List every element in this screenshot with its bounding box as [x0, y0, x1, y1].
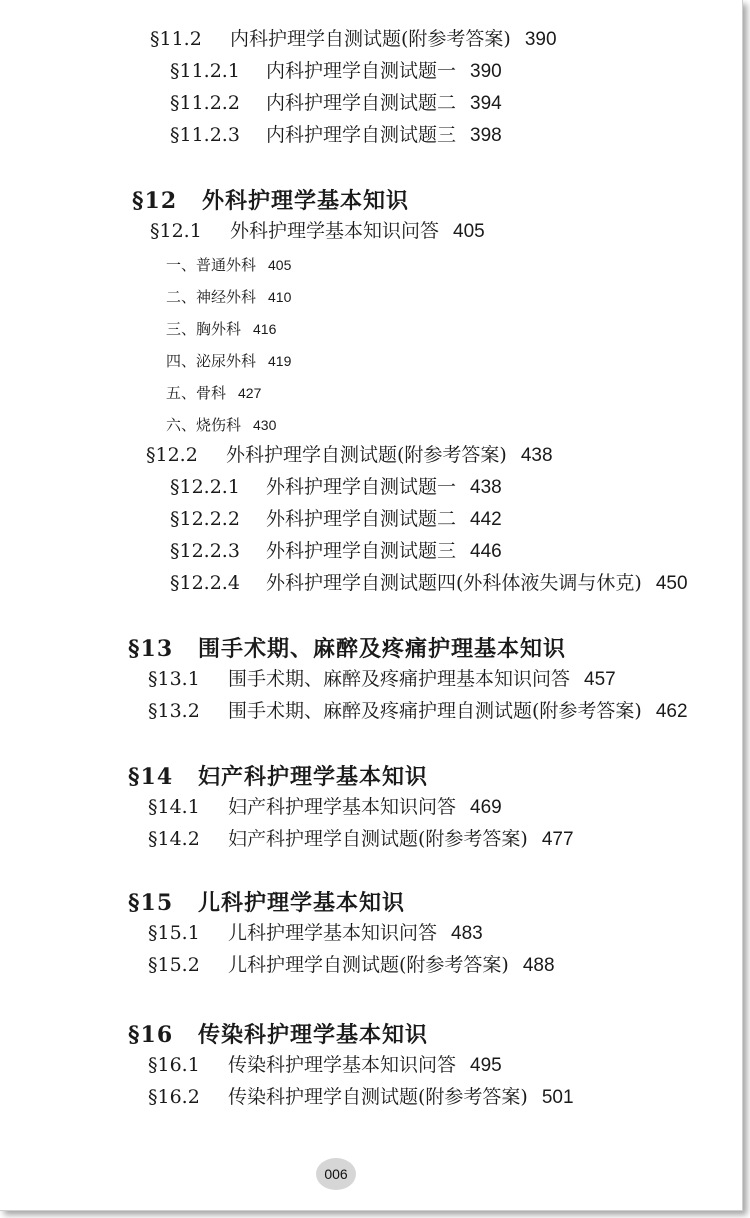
toc-entry-title: 儿科护理学基本知识问答 [228, 922, 438, 944]
toc-entry-title: 外科护理学自测试题一 [266, 476, 457, 498]
toc-entry [166, 382, 261, 403]
toc-entry [166, 414, 276, 435]
toc-chapter-heading [128, 632, 566, 663]
toc-entry [148, 1050, 502, 1077]
toc-chapter-heading [132, 184, 409, 215]
toc-chapter-heading [128, 886, 405, 917]
toc-entry-number: §16.2 [148, 1086, 200, 1108]
toc-entry-number: §14.1 [148, 796, 200, 818]
toc-entry-title: 内科护理学自测试题三 [266, 124, 457, 146]
toc-entry [166, 286, 291, 307]
toc-entry-page: 430 [253, 417, 277, 433]
toc-entry-number: §11.2 [150, 28, 202, 50]
toc-entry-number: §14.2 [148, 828, 200, 850]
toc-entry-number: §12.2.1 [170, 476, 240, 498]
toc-entry-page: 438 [520, 445, 553, 466]
toc-entry [170, 536, 502, 563]
toc-entry-number: §11.2.1 [170, 60, 240, 82]
toc-entry-number: §14 [128, 764, 174, 790]
toc-entry-number: §12.2 [146, 444, 198, 466]
toc-entry-page: 488 [522, 955, 555, 976]
toc-entry-title: 外科护理学自测试题二 [266, 508, 457, 530]
toc-entry-title: 围手术期、麻醉及疼痛护理基本知识 [198, 636, 567, 662]
toc-entry-number: §15 [128, 890, 174, 916]
toc-entry-title: 内科护理学自测试题二 [266, 92, 457, 114]
toc-entry-number: §16.1 [148, 1054, 200, 1076]
toc-entry-number: §13.2 [148, 700, 200, 722]
toc-entry-page: 419 [268, 353, 292, 369]
toc-entry-title: 外科护理学基本知识问答 [230, 220, 440, 242]
toc-entry-title: 四、泌尿外科 [166, 352, 257, 370]
page-number-badge: 006 [316, 1158, 356, 1190]
toc-entry-number: §12.1 [150, 220, 202, 242]
toc-entry-page: 405 [268, 257, 292, 273]
toc-entry [170, 56, 502, 83]
toc-entry-title: 三、胸外科 [166, 320, 242, 338]
toc-entry-number: §11.2.2 [170, 92, 240, 114]
toc-entry-number: §13 [128, 636, 174, 662]
toc-entry-title: 妇产科护理学基本知识 [198, 764, 429, 790]
toc-entry [170, 472, 502, 499]
toc-entry-page: 398 [470, 125, 502, 146]
toc-entry-number: §15.1 [148, 922, 200, 944]
toc-entry-title: 内科护理学自测试题一 [266, 60, 457, 82]
toc-entry-title: 儿科护理学基本知识 [198, 890, 406, 916]
toc-entry [170, 120, 502, 147]
toc-entry-number: §11.2.3 [170, 124, 240, 146]
toc-entry-number: §12.2.3 [170, 540, 240, 562]
toc-entry-number: §12.2.4 [170, 572, 240, 594]
toc-entry-page: 416 [253, 321, 277, 337]
toc-entry-title: 妇产科护理学自测试题(附参考答案) [228, 828, 528, 850]
toc-entry [148, 696, 688, 723]
toc-entry-title: 内科护理学自测试题(附参考答案) [230, 28, 511, 50]
toc-entry-page: 410 [268, 289, 292, 305]
toc-entry-page: 438 [470, 477, 502, 498]
toc-entry-number: §13.1 [148, 668, 200, 690]
toc-entry [150, 24, 557, 51]
toc-entry-page: 477 [541, 829, 574, 850]
toc-entry-title: 围手术期、麻醉及疼痛护理基本知识问答 [228, 668, 571, 690]
toc-entry-page: 390 [524, 29, 557, 50]
toc-entry-page: 390 [470, 61, 502, 82]
toc-entry-page: 483 [451, 923, 483, 944]
toc-chapter-heading [128, 760, 428, 791]
toc-entry-page: 450 [655, 573, 688, 594]
toc-entry-page: 427 [238, 385, 262, 401]
toc-entry [166, 318, 276, 339]
toc-entry-title: 五、骨科 [166, 384, 227, 402]
toc-entry-title: 二、神经外科 [166, 288, 257, 306]
toc-entry [148, 950, 555, 977]
toc-entry-title: 六、烧伤科 [166, 416, 242, 434]
toc-chapter-heading [128, 1018, 428, 1049]
toc-entry-page: 469 [470, 797, 502, 818]
toc-entry [148, 792, 502, 819]
toc-entry-number: §16 [128, 1022, 174, 1048]
toc-entry-page: 501 [541, 1087, 574, 1108]
toc-entry-title: 外科护理学自测试题(附参考答案) [226, 444, 507, 466]
toc-entry-title: 传染科护理学自测试题(附参考答案) [228, 1086, 528, 1108]
toc-entry-title: 儿科护理学自测试题(附参考答案) [228, 954, 509, 976]
toc-entry [148, 1082, 574, 1109]
toc-entry-page: 462 [655, 701, 688, 722]
toc-entry-title: 传染科护理学基本知识 [198, 1022, 429, 1048]
toc-entry [170, 504, 502, 531]
toc-entry [148, 918, 483, 945]
toc-entry-number: §12 [132, 188, 178, 214]
toc-entry [166, 254, 291, 275]
toc-entry [148, 664, 616, 691]
toc-entry-title: 一、普通外科 [166, 256, 257, 274]
toc-entry [150, 216, 485, 243]
toc-entry-number: §12.2.2 [170, 508, 240, 530]
toc-entry-page: 394 [470, 93, 502, 114]
toc-entry [166, 350, 291, 371]
toc-entry [148, 824, 574, 851]
toc-entry-title: 妇产科护理学基本知识问答 [228, 796, 457, 818]
toc-entry [170, 88, 502, 115]
toc-entry-title: 围手术期、麻醉及疼痛护理自测试题(附参考答案) [228, 700, 642, 722]
toc-entry-title: 外科护理学自测试题四(外科体液失调与休克) [266, 572, 642, 594]
toc-entry-title: 传染科护理学基本知识问答 [228, 1054, 457, 1076]
toc-entry-page: 457 [584, 669, 616, 690]
toc-entry-page: 442 [470, 509, 502, 530]
toc-entry-title: 外科护理学基本知识 [202, 188, 410, 214]
toc-entry [146, 440, 553, 467]
toc-entry-title: 外科护理学自测试题三 [266, 540, 457, 562]
toc-entry-page: 405 [453, 221, 485, 242]
toc-entry-number: §15.2 [148, 954, 200, 976]
toc-entry-page: 446 [470, 541, 502, 562]
toc-entry [170, 568, 688, 595]
toc-entry-page: 495 [470, 1055, 502, 1076]
